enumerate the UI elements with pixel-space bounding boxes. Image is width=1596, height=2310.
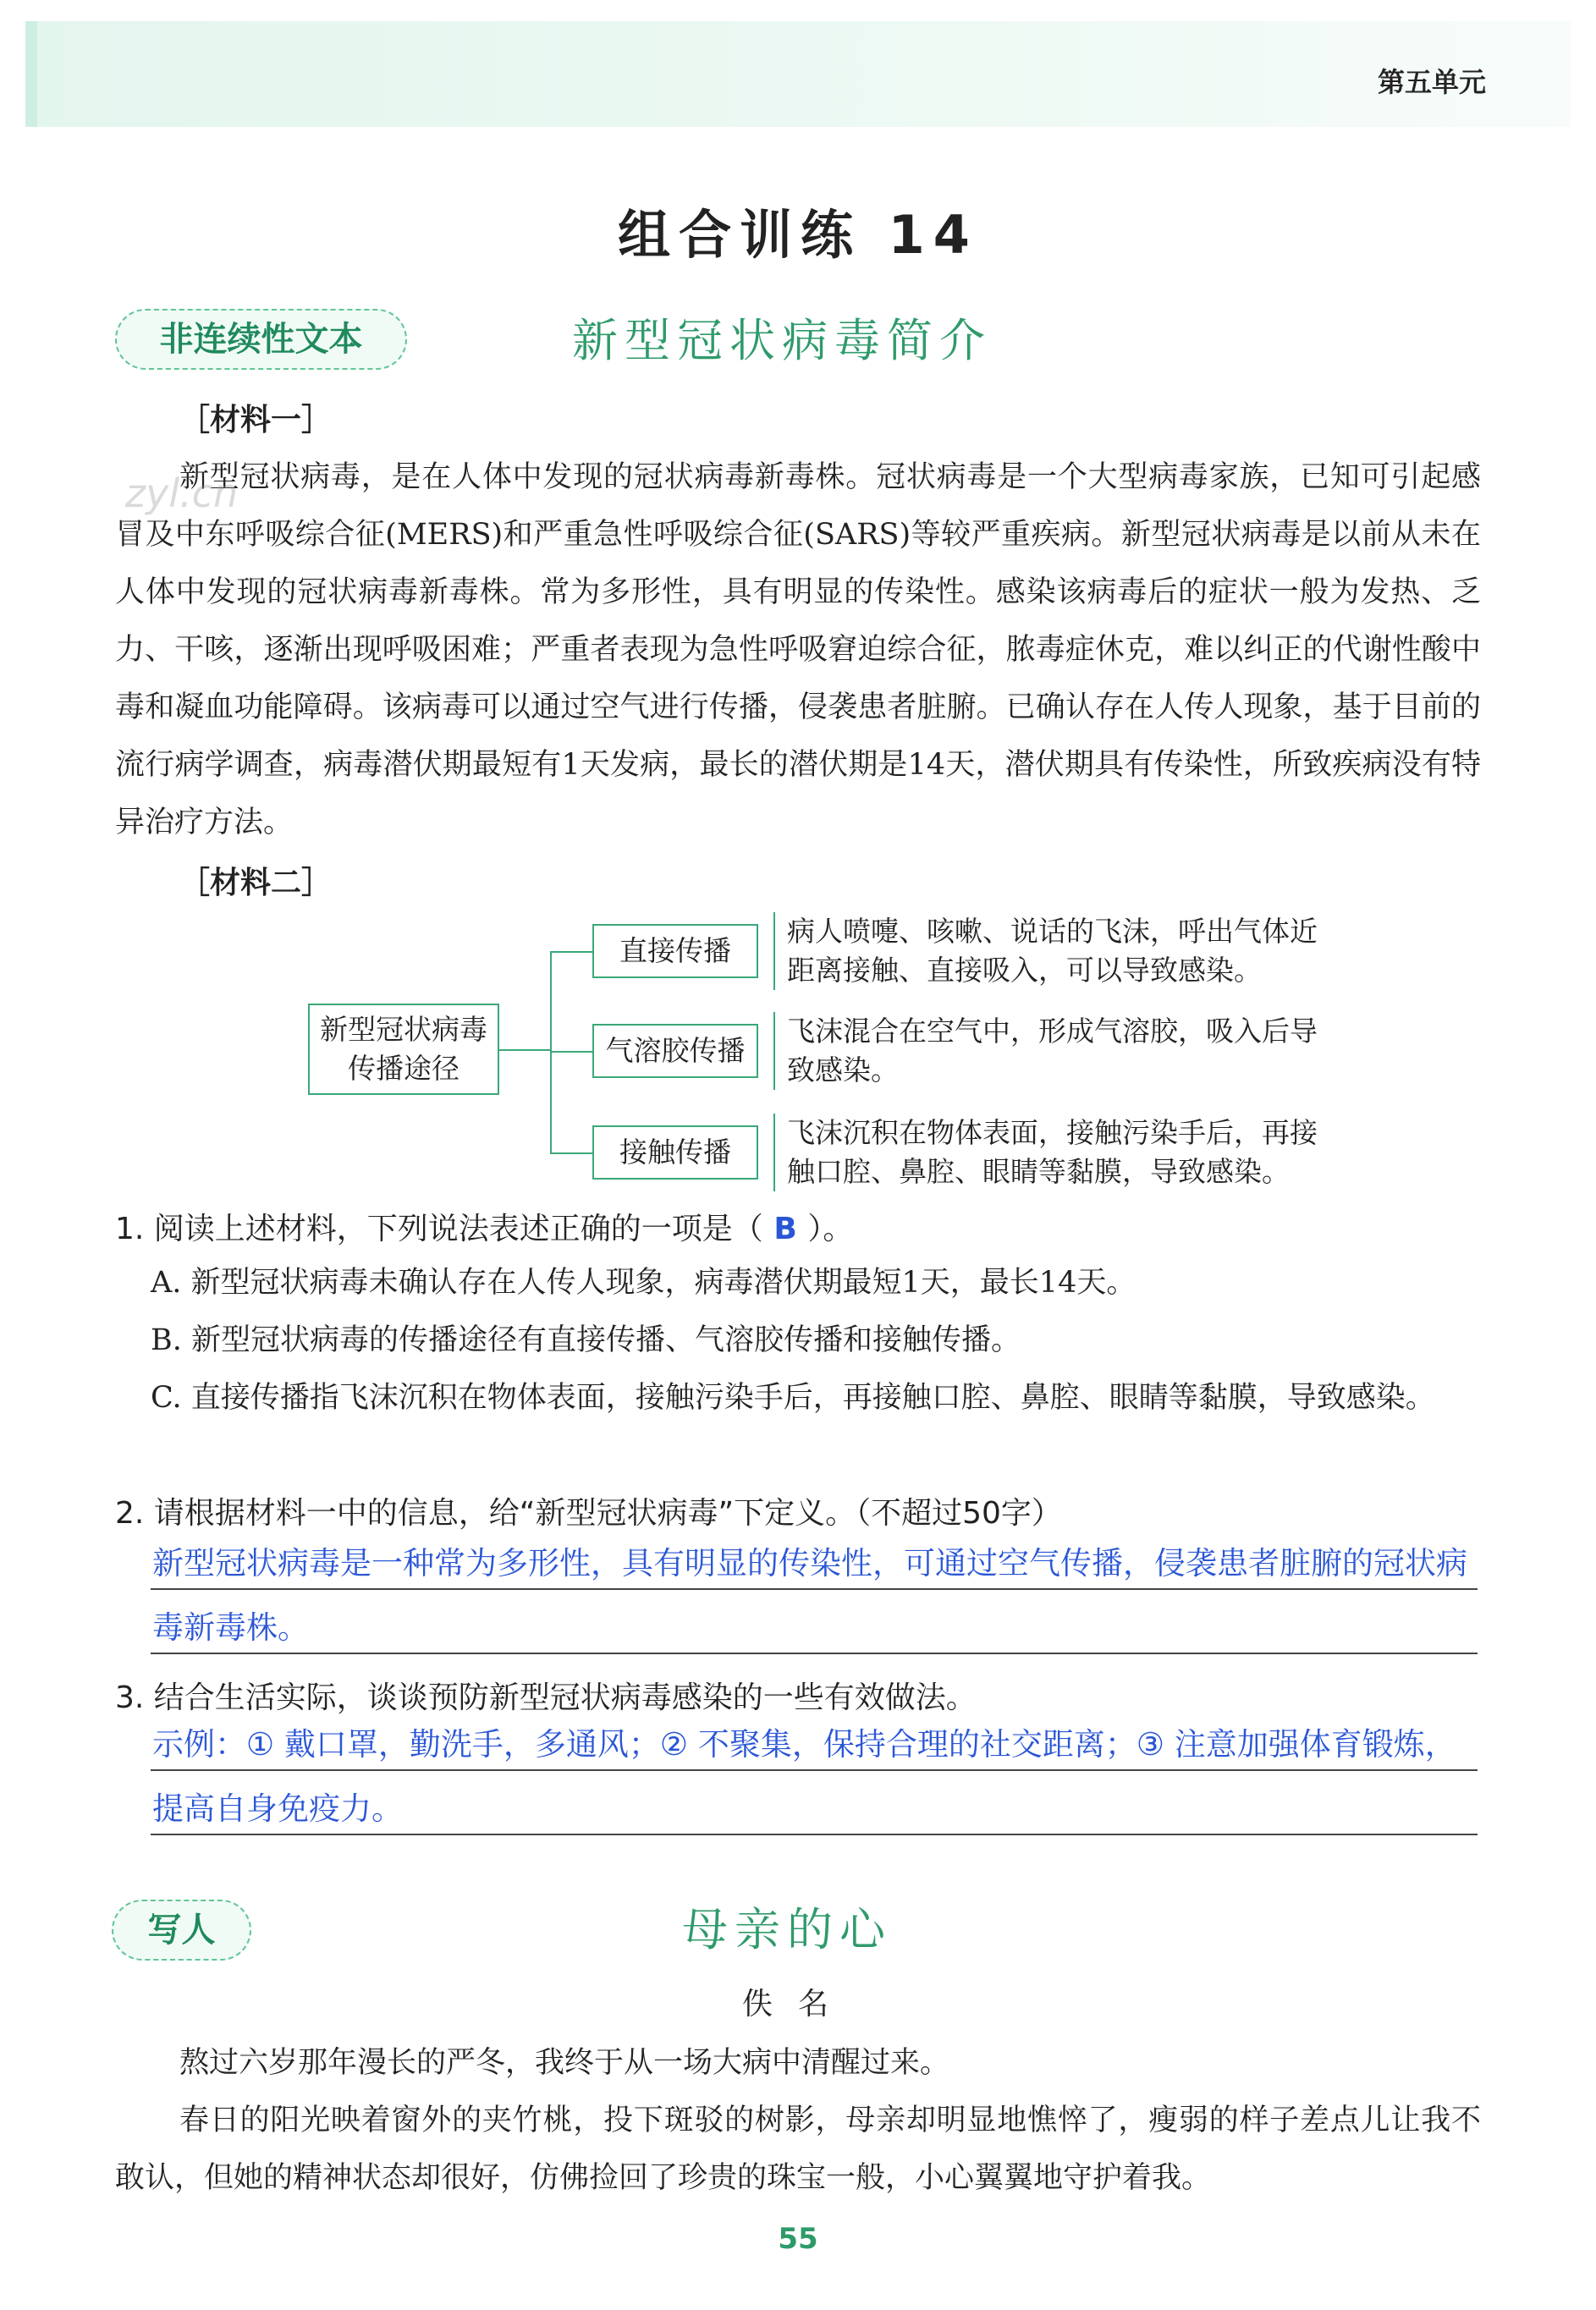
diagram-node-contact: 接触传播 <box>592 1125 758 1180</box>
diagram-desc-direct: 病人喷嚏、咳嗽、说话的飞沫，呼出气体近距离接触、直接吸入，可以导致感染。 <box>773 912 1329 990</box>
watermark: zyl.cn <box>125 470 239 516</box>
story-paragraph: 春日的阳光映着窗外的夹竹桃，投下斑驳的树影，母亲却明显地憔悴了，瘦弱的样子差点儿让我不敢认，但她的精神状态却很好，仿佛捡回了珍贵的珠宝一般，小心翼翼地守护着我。 <box>115 2104 1481 2195</box>
question-1-prefix: 1. 阅读上述材料，下列说法表述正确的一项是（ <box>115 1212 763 1246</box>
question-1-suffix: ）。 <box>807 1212 854 1246</box>
diagram-desc-aerosol: 飞沫混合在空气中，形成气溶胶，吸入后导致感染。 <box>773 1012 1329 1090</box>
diagram-root-node <box>308 1004 499 1095</box>
page-title: 组合训练 14 <box>618 204 978 266</box>
question-2: 2. 请根据材料一中的信息，给“新型冠状病毒”下定义。（不超过50字） <box>115 1496 1062 1531</box>
connector-root <box>499 1049 550 1051</box>
author: 佚名 <box>741 1987 854 2021</box>
header-band-edge <box>25 21 37 127</box>
question-1-answer: B <box>762 1212 808 1246</box>
diagram-node-direct: 直接传播 <box>592 924 758 978</box>
section-tag-portrait: 写人 <box>112 1900 251 1961</box>
section-title-virus-intro: 新型冠状病毒简介 <box>572 314 992 367</box>
diagram-root-line1: 新型冠状病毒 <box>320 1013 487 1046</box>
diagram-desc-contact: 飞沫沉积在物体表面，接触污染手后，再接触口腔、鼻腔、眼睛等黏膜，导致感染。 <box>773 1114 1329 1191</box>
question-1-option-a: A. 新型冠状病毒未确认存在人传人现象，病毒潜伏期最短1天，最长14天。 <box>151 1266 1136 1300</box>
material-one-text: 新型冠状病毒，是在人体中发现的冠状病毒新毒株。冠状病毒是一个大型病毒家族，已知可引起感冒及中东呼吸综合征(MERS)和严重急性呼吸综合征(SARS)等较严重疾病。新型冠状病毒是以前从未在人体中发现的冠状病毒新毒株。常为多形性，具有明显的传染性。感染该病毒后的症状一般为发热、乏力、干咳，逐渐出现呼吸困难；严重者表现为急性呼吸窘迫综合征，脓毒症休克，难以纠正的代谢性酸中毒和凝血功能障碍。该病毒可以通过空气进行传播，侵袭患者脏腑。已确认存在人传人现象，基于目前的流行病学调查，病毒潜伏期最短有1天发病，最长的潜伏期是14天，潜伏期具有传染性，所致疾病没有特异治疗方法。 <box>115 460 1481 839</box>
unit-label: 第五单元 <box>1377 66 1486 98</box>
answer-line <box>151 1769 1478 1771</box>
question-3: 3. 结合生活实际，谈谈预防新型冠状病毒感染的一些有效做法。 <box>115 1680 977 1715</box>
answer-line <box>151 1588 1478 1590</box>
page-number: 55 <box>778 2222 818 2256</box>
question-1-option-b: B. 新型冠状病毒的传播途径有直接传播、气溶胶传播和接触传播。 <box>151 1323 1021 1357</box>
connector-branch-2 <box>550 1051 592 1053</box>
question-3-answer: 示例：① 戴口罩，勤洗手，多通风；② 不聚集，保持合理的社交距离；③ 注意加强体育锻炼，提高自身免疫力。 <box>152 1726 1456 1827</box>
connector-branch-3 <box>550 1152 592 1154</box>
diagram-node-aerosol: 气溶胶传播 <box>592 1024 758 1078</box>
material-one-label: ［材料一］ <box>179 403 333 437</box>
question-2-answer: 新型冠状病毒是一种常为多形性，具有明显的传染性，可通过空气传播，侵袭患者脏腑的冠状病毒新毒株。 <box>152 1545 1467 1646</box>
diagram-root-line2: 传播途径 <box>348 1052 460 1085</box>
question-1-option-c: C. 直接传播指飞沫沉积在物体表面，接触污染手后，再接触口腔、鼻腔、眼睛等黏膜，导致感染。 <box>151 1381 1435 1415</box>
answer-line <box>151 1834 1478 1835</box>
section-tag-nonlinear-text: 非连续性文本 <box>115 309 407 370</box>
question-1 <box>115 1205 853 1248</box>
connector-branch-1 <box>550 951 592 953</box>
section-title-mothers-heart: 母亲的心 <box>682 1903 892 1956</box>
story-paragraph: 熬过六岁那年漫长的严冬，我终于从一场大病中清醒过来。 <box>179 2046 950 2080</box>
material-two-label: ［材料二］ <box>179 866 333 900</box>
header-band <box>25 21 1571 127</box>
answer-line <box>151 1653 1478 1654</box>
